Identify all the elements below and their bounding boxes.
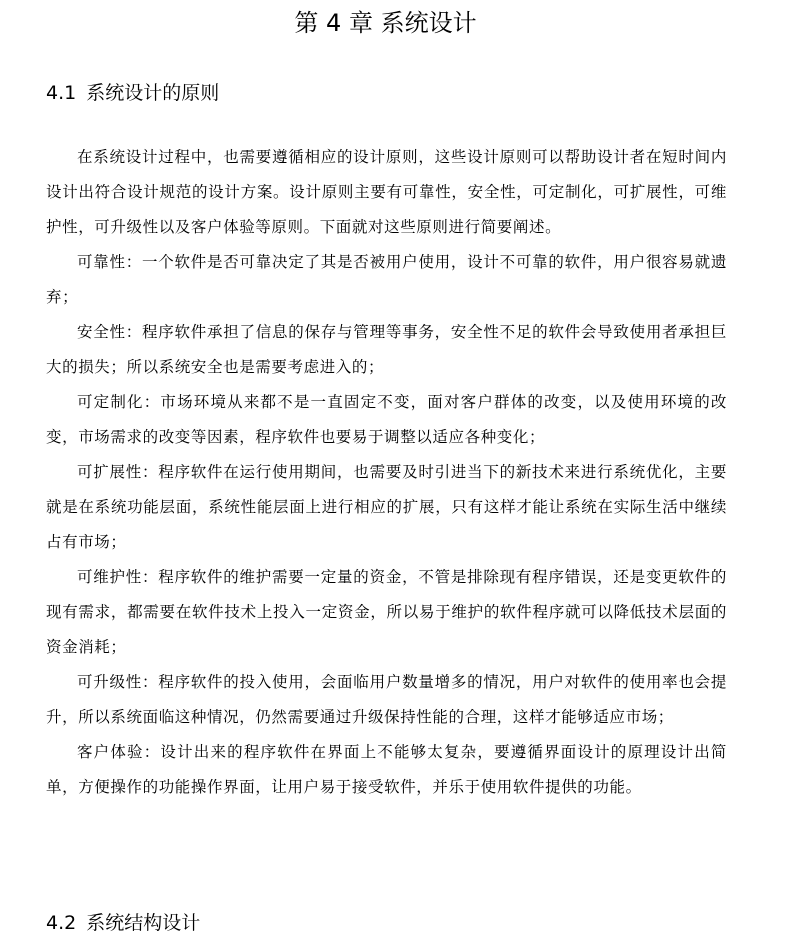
section-number: 4.2 xyxy=(46,912,77,934)
principle-maintainability: 可维护性：程序软件的维护需要一定量的资金，不管是排除现有程序错误，还是变更软件的现有需求，都需要在软件技术上投入一定资金，所以易于维护的软件程序就可以降低技术层面的资金消耗； xyxy=(46,568,727,656)
section-heading-4-2 xyxy=(46,910,200,936)
intro-paragraph: 在系统设计过程中，也需要遵循相应的设计原则，这些设计原则可以帮助设计者在短时间内设计出符合设计规范的设计方案。设计原则主要有可靠性，安全性，可定制化，可扩展性，可维护性，可升级性以及客户体验等原则。下面就对这些原则进行简要阐述。 xyxy=(46,148,727,236)
section-title: 系统设计的原则 xyxy=(86,82,220,104)
principle-upgradability: 可升级性：程序软件的投入使用，会面临用户数量增多的情况，用户对软件的使用率也会提升，所以系统面临这种情况，仍然需要通过升级保持性能的合理，这样才能够适应市场； xyxy=(46,673,727,726)
principle-security: 安全性：程序软件承担了信息的保存与管理等事务，安全性不足的软件会导致使用者承担巨大的损失；所以系统安全也是需要考虑进入的； xyxy=(46,323,727,376)
section-number: 4.1 xyxy=(46,82,77,104)
principle-extensibility: 可扩展性：程序软件在运行使用期间，也需要及时引进当下的新技术来进行系统优化，主要就是在系统功能层面，系统性能层面上进行相应的扩展，只有这样才能让系统在实际生活中继续占有市场； xyxy=(46,463,727,551)
section-heading-4-1 xyxy=(46,80,219,106)
chapter-title: 第 4 章 系统设计 xyxy=(294,9,477,37)
principle-reliability: 可靠性：一个软件是否可靠决定了其是否被用户使用，设计不可靠的软件，用户很容易就遗弃； xyxy=(46,253,727,306)
principle-customizability: 可定制化：市场环境从来都不是一直固定不变，面对客户群体的改变，以及使用环境的改变，市场需求的改变等因素，程序软件也要易于调整以适应各种变化； xyxy=(46,393,727,446)
principle-user-experience: 客户体验：设计出来的程序软件在界面上不能够太复杂，要遵循界面设计的原理设计出简单，方便操作的功能操作界面，让用户易于接受软件，并乐于使用软件提供的功能。 xyxy=(46,743,727,796)
section-body xyxy=(46,140,727,805)
section-title: 系统结构设计 xyxy=(86,912,201,934)
